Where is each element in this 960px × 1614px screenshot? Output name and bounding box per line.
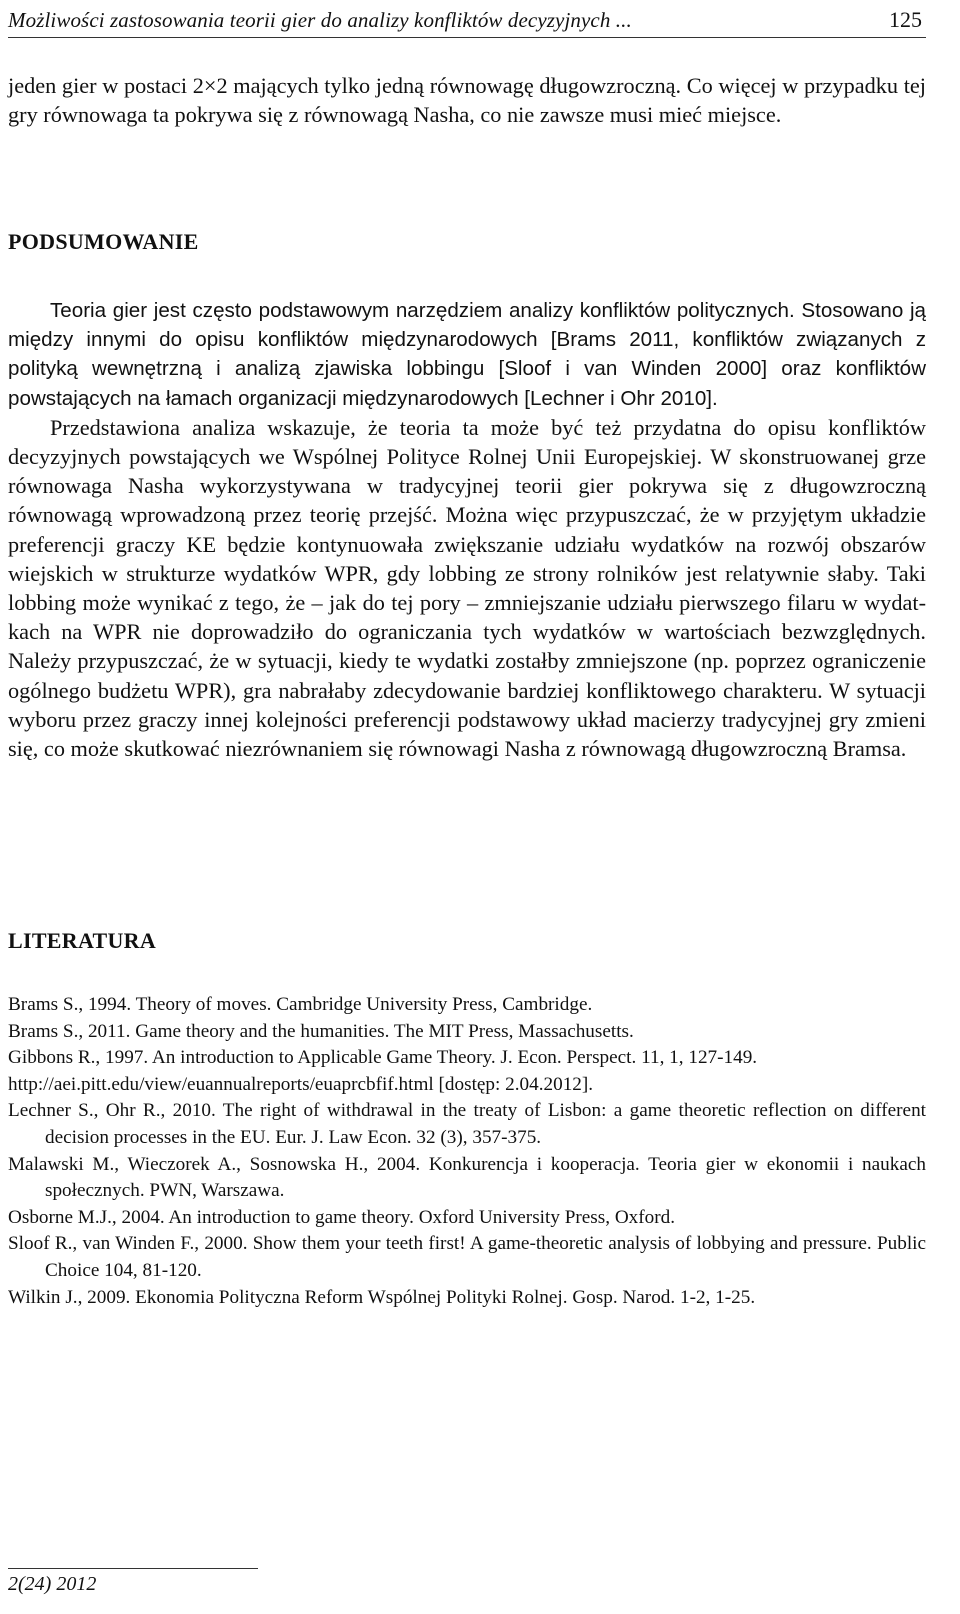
issue-footer: 2(24) 2012 xyxy=(8,1568,258,1596)
reference-item: Osborne M.J., 2004. An introduction to game theory. Oxford University Press, Oxford. xyxy=(8,1206,676,1228)
reference-item: Wilkin J., 2009. Ekonomia Polityczna Reform Wspólnej Polityki Rolnej. Gosp. Narod. 1-2, 1-25. xyxy=(8,1286,756,1308)
reference-item: Malawski M., Wieczorek A., Sosnowska H., 2004. Konkurencja i kooperacja. Teoria gier w ekonomii i naukach społecznych. PWN, Warszawa. xyxy=(8,1153,926,1202)
running-header xyxy=(8,2,926,38)
reference-list xyxy=(8,992,926,1311)
summary-paragraph-1: Teoria gier jest często podstawowym narzędziem analizy konfliktów politycznych. Stosowano ją między innymi do opisu konfliktów międzynarodowych [Brams 2011, konfliktów związanych z polityką wewnętrzną i analizą zjawiska lobbingu [Sloof i van Winden 2000] oraz konfliktów powstających na łamach organizacji międzynarodowych [Lechner i Ohr 2010]. xyxy=(8,299,926,410)
summary-heading: PODSUMOWANIE xyxy=(8,229,199,254)
reference-item: Gibbons R., 1997. An introduction to Applicable Game Theory. J. Econ. Perspect. 11, 1, 127-149. xyxy=(8,1047,758,1069)
reference-item: Brams S., 2011. Game theory and the humanities. The MIT Press, Massachusetts. xyxy=(8,1020,634,1042)
reference-item: http://aei.pitt.edu/view/euannualreports/euaprcbfif.html [dostęp: 2.04.2012]. xyxy=(8,1073,594,1095)
intro-paragraph-block xyxy=(8,71,926,129)
reference-item: Lechner S., Ohr R., 2010. The right of withdrawal in the treaty of Lisbon: a game theoretic reflection on different decision processes in the EU. Eur. J. Law Econ. 32 (3), 357-375. xyxy=(8,1100,926,1148)
literature-heading: LITERATURA xyxy=(8,928,157,953)
page-number: 125 xyxy=(889,7,922,32)
intro-paragraph: jeden gier w postaci 2×2 mających tylko jedną równowagę długowzroczną. Co więcej w przypadku tej gry równowaga ta pokrywa się z równowagą Nasha, co nie zawsze musi mieć miejsce. xyxy=(8,73,926,128)
summary-section xyxy=(8,296,926,763)
running-title: Możliwości zastosowania teorii gier do analizy konfliktów decyzyjnych ... xyxy=(8,8,632,32)
summary-paragraph-2: Przedstawiona analiza wskazuje, że teoria ta może być też przydatna do opisu konfliktów decyzyjnych powstających we Wspólnej Polityce Rolnej Unii Europejskiej. W skonstruowanej grze równowaga Nasha wykorzystywana w tradycyjnej teorii gier pokrywa się z długowzroczną równowagą wprowadzoną przez teorię przejść. Można więc przypuszczać, że w przyjętym układzie preferencji graczy KE będzie kontynuowała zwiększanie udziału wydatków na rozwój obszarów wiejskich w strukturze wydatków WPR, gdy lobbing ze strony rolników jest relatywnie słaby. Taki lobbing może wynikać z tego, że – jak do tej pory – zmniejszanie udziału pierwszego filaru w wydatkach na WPR nie doprowadziło do ograniczania tych wydatków w wartościach bezwzględnych. Należy przypuszczać, że w sytuacji, kiedy te wydatki zostałby zmniejszone (np. poprzez ograniczenie ogólnego budżetu WPR), gra nabrałaby zdecydowanie bardziej konfliktowego charakteru. W sytuacji wyboru przez graczy innej kolejności preferencji podstawowy układ macierzy tradycyjnej gry zmieni się, co może skutkować niezrównaniem się równowagi Nasha z równowagą długowzroczną Bramsa. xyxy=(8,414,926,762)
reference-item: Brams S., 1994. Theory of moves. Cambridge University Press, Cambridge. xyxy=(8,994,593,1015)
reference-item: Sloof R., van Winden F., 2000. Show them your teeth first! A game-theoretic analysis of lobbying and pressure. Public Choice 104, 81-120. xyxy=(8,1233,926,1281)
